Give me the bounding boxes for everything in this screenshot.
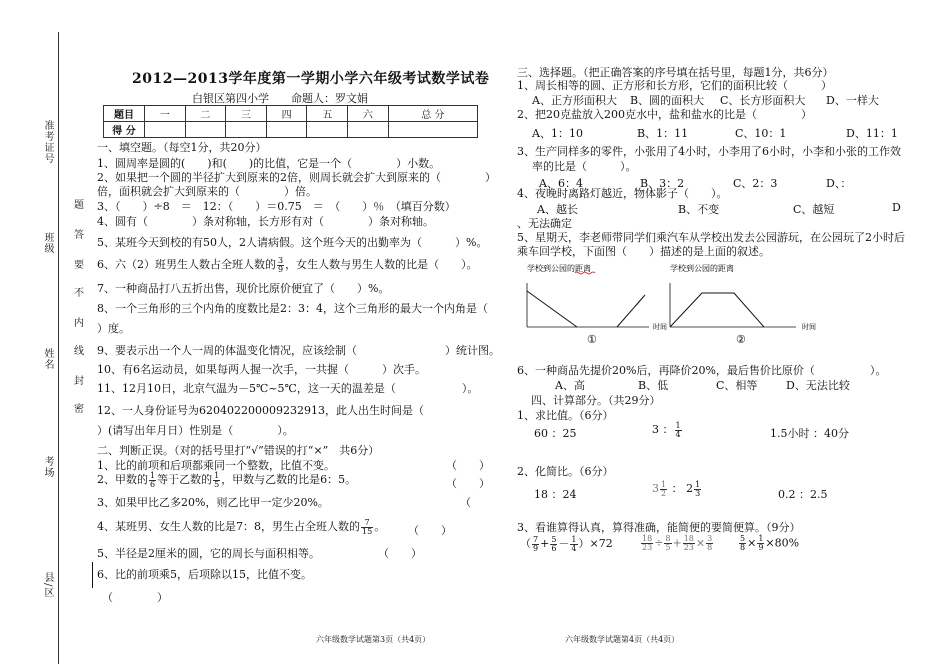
numerator: 1 [571,534,577,544]
class-label: 班级 [42,232,53,254]
graph-x-label: 时间 [653,324,667,331]
section-1-title: 一、填空题。（每空1分，共20分） [97,141,267,154]
numerator: 3 [707,534,713,543]
fraction [149,472,156,489]
seal-char: 封 [74,376,84,387]
denominator: 2 [661,488,667,498]
denominator: 5 [665,543,671,552]
option: A、高 [555,379,585,392]
calc-q2: 2、化简比。（6分） [517,465,614,478]
table-cell: 题目 [104,106,145,122]
score-cell[interactable] [348,122,389,138]
graph-number: ② [736,333,746,346]
whole: 3 [652,482,659,495]
seal-char: 要 [74,260,84,271]
denominator: 3 [695,488,701,498]
q6-text-pre: 6、六（2）班男生人数占全班人数的 [97,258,276,271]
option: D、一样大 [826,94,879,107]
choice-q6: 6、一种商品先提价20%后，再降价20%，最后售价比原价（ ）。 [517,364,887,377]
calc-q3-expr-1 [520,535,613,553]
fill-q10: 10、有6名运动员，如果每两人握一次手，一共握（ ）次手。 [97,363,426,376]
score-table [103,105,478,138]
option: C、2：3 [733,177,778,190]
section-2-title: 二、判断正误。（对的括号里打“√”错误的打“×” 共6分） [97,444,380,457]
binding-line [58,32,59,664]
option: D、11：1 [846,127,898,140]
fill-q6 [97,256,478,274]
table-row [104,122,478,138]
denominator: 23 [683,543,694,552]
text: ）×72 [578,537,613,550]
fraction [532,536,539,553]
option: D、： [826,177,852,190]
judge-q1-bracket[interactable]: （ ） [446,459,490,472]
numerator: 1 [758,534,764,543]
text: ： [671,482,683,495]
name-label: 姓名 [42,348,53,370]
distance-graph-1 [517,261,667,347]
j2-text-post: ，甲数与乙数的比是6：5。 [221,473,357,486]
numerator: 1 [661,479,667,489]
score-cell[interactable] [185,122,226,138]
text: + [672,536,682,550]
fraction [660,481,667,498]
denominator: 5 [214,479,220,489]
j2-text-pre: 2、甲数的 [97,473,148,486]
binding-sidebar [0,0,92,671]
denominator: 8 [740,543,746,552]
fill-q2: 2、如果把一个圆的半径扩大到原来的2倍，则周长就会扩大到原来的（ ） [97,171,496,184]
table-cell: 二 [185,106,226,122]
judge-q4-bracket[interactable]: （ ） [408,524,452,537]
judge-q6: 6、比的前项乘5，后项除以15，比值不变。 [97,568,312,581]
numerator: 1 [675,420,681,430]
fraction [683,535,695,552]
fraction [570,536,577,553]
j2-text-mid: 等于乙数的 [157,473,213,486]
table-cell: 一 [145,106,186,122]
denominator: 9 [533,543,539,553]
distance-graph-2 [660,261,830,347]
q6-text-post: ，女生人数与男生人数的比是（ ）。 [285,258,478,271]
judge-q1: 1、比的前项和后项都乘同一个整数，比值不变。 [97,459,335,472]
text: ×80% [765,536,800,550]
option: C、越短 [793,203,835,216]
score-cell[interactable] [266,122,307,138]
numerator: 5 [740,534,746,543]
option: B、圆的面积大 [630,94,705,107]
choice-q3: 3、生产同样多的零件，小张用了4小时，小李用了6小时，小李和小张的工作效 [517,145,901,158]
margin-bar [92,562,93,588]
table-cell: 四 [266,106,307,122]
score-cell[interactable] [388,122,477,138]
option: A、1：10 [532,127,583,140]
table-cell: 六 [348,106,389,122]
score-cell[interactable] [145,122,186,138]
choice-q3-cont: 率的比是（ ）。 [532,160,637,173]
judge-q4 [97,518,385,536]
choice-q5-cont: 乘车回学校，下面图（ ）描述的是上面的叙述。 [517,245,770,258]
numerator: 18 [642,534,653,543]
option: B、3：2 [640,177,685,190]
whole: 2 [686,482,694,495]
judge-q3: 3、如果甲比乙多20%，则乙比甲一定少20%。 [97,496,329,509]
seal-char: 线 [74,346,84,357]
text: － [558,537,570,550]
county-label: 县/区 [42,572,53,599]
judge-q2 [97,471,356,489]
score-cell[interactable] [226,122,267,138]
text: + [540,537,550,550]
page-footer-left: 六年级数学试题第3页（共4页） [316,635,431,644]
j4-text-post: 。 [374,520,386,533]
seal-char: 不 [74,288,84,299]
choice-q4: 4、夜晚时离路灯越近，物体影子（ ）。 [517,187,728,200]
fraction [706,535,713,552]
seal-char: 答 [74,230,84,241]
judge-q5-bracket[interactable]: （ ） [378,547,422,560]
calc-q2-a: 18 ：24 [534,488,577,501]
calc-q1-b [652,421,683,439]
denominator: 15 [362,526,373,536]
calc-q3: 3、看谁算得认真，算得准确，能简便的要简便算。（9分） [517,521,801,534]
numerator: 3 [278,255,284,265]
judge-q2-bracket[interactable]: （ ） [446,477,490,490]
fraction [675,422,682,439]
numerator: 1 [695,479,701,489]
fill-q9: 9、要表示出一个人一周的体温变化情况，应该绘制（ ）统计图。 [97,344,500,357]
fraction [550,536,557,553]
numerator: 7 [361,519,373,528]
option: D、无法比较 [786,379,850,392]
calc-q3-expr-2 [640,535,714,552]
fraction [664,535,671,552]
denominator: 4 [675,429,681,439]
fill-q8: 8、一个三角形的三个内角的度数比是2：3：4，这个三角形的最大一个内角是（ [97,302,488,315]
option: C、相等 [716,379,758,392]
denominator: 6 [150,479,156,489]
numerator: 7 [533,534,539,544]
seal-char: 题 [74,200,84,211]
calc-q1: 1、求比值。（6分） [517,409,614,422]
exam-room-label: 考场 [42,456,53,478]
page-title: 2012—2013学年度第一学期小学六年级考试数学试卷 [132,71,490,87]
option-extra: 、无法确定 [517,217,572,230]
seal-char: 密 [74,404,84,415]
graph-number: ① [587,333,597,346]
numerator: 5 [551,534,557,544]
table-cell: 得 分 [104,122,145,138]
exam-number-label: 准考证号 [42,120,53,164]
numerator: 18 [683,534,694,543]
page-subtitle: 白银区第四小学 命题人：罗文娟 [192,92,368,105]
fill-q2-cont: 倍，面积就会扩大到原来的（ ）倍。 [97,185,317,198]
denominator: 9 [278,264,284,274]
score-cell[interactable] [307,122,348,138]
choice-q5: 5、星期天，李老师带同学们乘汽车从学校出发去公园游玩，在公园玩了2小时后 [517,231,905,244]
option: A、6：4 [539,177,583,190]
text: 3 ： [652,423,674,436]
denominator: 9 [758,543,764,552]
numerator: 1 [214,470,220,480]
fill-q12-cont: ）(请写出年月日）性别是（ ）。 [97,424,294,437]
section-4-title: 四、计算部分。（共29分） [531,394,661,407]
text: × [747,536,757,550]
option: B、低 [638,379,669,392]
graph-line [670,293,764,327]
fraction [277,257,284,274]
option: C、10：1 [735,127,787,140]
option: D [892,201,901,214]
option: C、长方形面积大 [720,94,806,107]
fill-q4: 4、圆有（ ）条对称轴，长方形有对（ ）条对称轴。 [97,215,434,228]
judge-q5: 5、半径是2厘米的圆，它的周长与面积相等。 [97,547,320,560]
page-footer-right: 六年级数学试题第4页（共4页） [565,635,680,644]
table-cell: 五 [307,106,348,122]
option: A、正方形面积大 [532,94,617,107]
graph-line [617,295,645,327]
fill-q1: 1、圆周率是圆的( )和( )的比值，它是一个（ ）小数。 [97,157,441,170]
option: A、越长 [537,203,578,216]
fill-q5: 5、某班今天到校的有50人，2人请病假。这个班今天的出勤率为（ ）%。 [97,236,488,249]
calc-q1-a: 60 ：25 [534,427,577,440]
text: ÷ [654,536,664,550]
section-3-title: 三、选择题。（把正确答案的序号填在括号里，每题1分，共6分） [517,66,834,79]
numerator: 8 [665,534,671,543]
table-cell: 三 [226,106,267,122]
calc-q2-c: 0.2 ：2.5 [778,488,828,501]
judge-q6-bracket[interactable]: （ ） [102,591,168,604]
fraction [694,481,701,498]
graph-squiggle [575,272,595,274]
calc-q1-c: 1.5小时 ：40分 [770,427,849,440]
calc-q2-b [652,480,702,498]
j4-text-pre: 4、某班男、女生人数的比是7：8，男生占全班人数的 [97,520,360,533]
fill-q3: 3、（ ）÷8 ＝ 12：（ ）＝0.75 ＝ （ ）％ （填百分数） [97,200,456,213]
fraction [213,472,220,489]
table-row [104,106,478,122]
fill-q12: 12、一人身份证号为620402200009232913，此人出生时间是（ [97,404,424,417]
graph-x-label: 时间 [802,324,816,331]
graph-line [527,291,577,327]
fraction [641,535,653,552]
fraction [361,519,373,536]
denominator: 8 [707,543,713,552]
numerator: 1 [150,470,156,480]
graph-title: 学校到公园的距离 [670,264,734,273]
denominator: 4 [571,543,577,553]
calc-q3-expr-3 [738,535,799,552]
text: （ [520,537,531,550]
fill-q11: 11、12月10日，北京气温为－5℃~5℃，这一天的温差是（ ）。 [97,382,479,395]
fill-q8-cont: ）度。 [97,322,130,335]
option: B、不变 [678,203,720,216]
fraction [757,535,764,552]
choice-q1: 1、周长相等的圆、正方形和长方形，它们的面积比较（ ） [517,79,832,92]
fill-q7: 7、一种商品打八五折出售，现价比原价便宜了（ ）%。 [97,282,390,295]
denominator: 6 [551,543,557,553]
graph-title: 学校到公园的距离 [527,264,591,273]
fraction [739,535,746,552]
choice-q2: 2、把20克盐放入200克水中，盐和盐水的比是（ ） [517,108,812,121]
judge-q3-bracket[interactable]: （ [460,496,471,509]
table-cell: 总 分 [388,106,477,122]
denominator: 23 [642,543,653,552]
text: × [695,536,706,550]
option: B、1：11 [637,127,689,140]
seal-char: 内 [74,318,84,329]
